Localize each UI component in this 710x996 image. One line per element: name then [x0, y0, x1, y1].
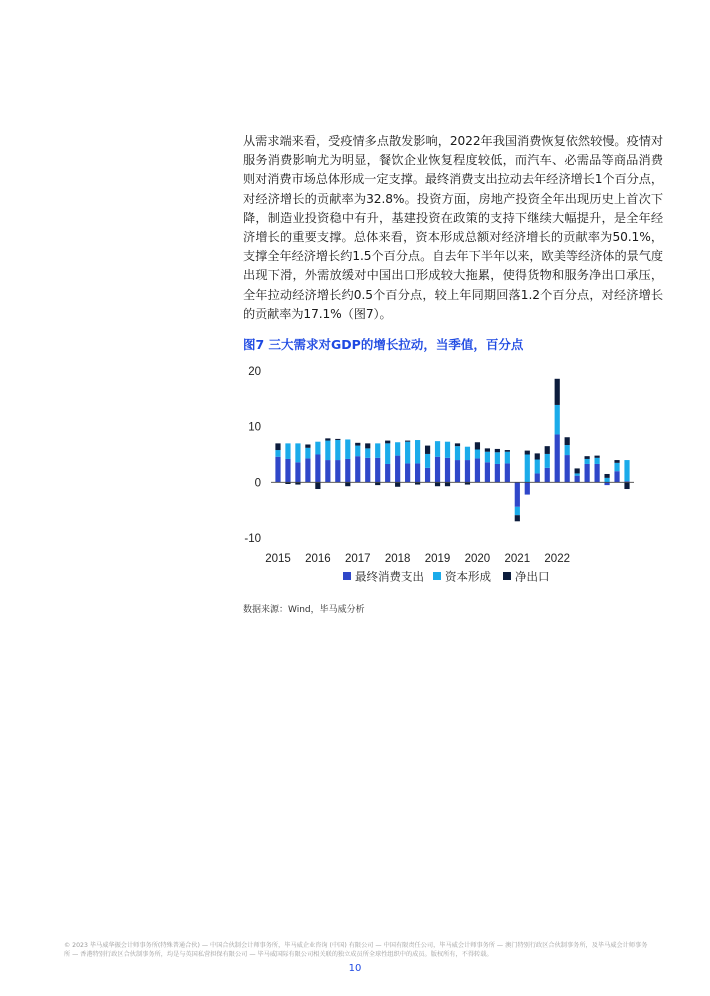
bar-segment-net_export: [595, 456, 600, 458]
bar-segment-net_export: [525, 451, 530, 455]
bar-segment-consumption: [535, 473, 540, 482]
bar-segment-net_export: [475, 442, 480, 449]
bar-segment-capital: [614, 463, 619, 471]
bar-segment-consumption: [315, 455, 320, 483]
bar-segment-net_export: [345, 482, 350, 486]
bar-segment-net_export: [445, 482, 450, 486]
bar-segment-consumption: [285, 459, 290, 482]
bar-segment-consumption: [375, 458, 380, 482]
y-axis: [244, 366, 261, 545]
page-number: 10: [348, 963, 362, 974]
bar-segment-capital: [445, 442, 450, 458]
bar-segment-net_export: [305, 444, 310, 447]
legend-swatch-capital: [433, 572, 441, 580]
bar-segment-capital: [335, 440, 340, 460]
bars-group: [275, 379, 629, 522]
bar-segment-net_export: [335, 439, 340, 440]
bar-segment-consumption: [415, 463, 420, 482]
bar-segment-net_export: [385, 441, 390, 444]
footer-copyright: © 2023 毕马威华振会计师事务所(特殊普通合伙) — 中国合伙制会计师事务所，毕马威企业咨询 (中国) 有限公司 — 中国有限责任公司，毕马威会计师事务所 — 澳门特别行政区合伙制事务所，及毕马威会计师事务所 — 香港特别行政区合伙制事务所，均是与英国私营担保有限公司 — 毕马威国际有限公司相关联的独立成员所全球性组织中的成员。版权所有，不得转载。: [64, 942, 648, 958]
bar-segment-net_export: [325, 438, 330, 440]
bar-segment-capital: [435, 441, 440, 457]
bar-segment-consumption: [545, 468, 550, 482]
y-tick-label: 0: [254, 477, 261, 490]
bar-segment-net_export: [435, 482, 440, 486]
bar-segment-consumption: [455, 460, 460, 482]
x-tick-label: 2015: [265, 553, 291, 565]
x-tick-label: 2019: [424, 553, 451, 565]
bar-segment-net_export: [365, 443, 370, 448]
bar-segment-net_export: [275, 443, 280, 450]
bar-segment-consumption: [565, 455, 570, 482]
bar-segment-net_export: [505, 450, 510, 452]
bar-segment-net_export: [455, 443, 460, 446]
y-tick-label: -10: [244, 533, 261, 545]
bar-segment-capital: [485, 452, 490, 463]
bar-segment-capital: [385, 443, 390, 464]
bar-segment-consumption: [525, 482, 530, 494]
bar-segment-consumption: [515, 482, 520, 506]
bar-segment-net_export: [315, 482, 320, 489]
bar-segment-capital: [325, 441, 330, 460]
legend-swatch-consumption: [343, 572, 351, 580]
bar-segment-net_export: [585, 456, 590, 459]
bar-segment-consumption: [305, 458, 310, 482]
bar-segment-net_export: [624, 482, 629, 489]
bar-segment-consumption: [475, 458, 480, 482]
bar-segment-net_export: [395, 482, 400, 486]
legend-label-consumption: 最终消费支出: [355, 569, 424, 584]
bar-segment-consumption: [495, 464, 500, 482]
bar-segment-consumption: [425, 468, 430, 482]
bar-segment-consumption: [345, 459, 350, 482]
bar-segment-consumption: [385, 464, 390, 482]
bar-segment-capital: [495, 452, 500, 464]
bar-segment-consumption: [395, 456, 400, 483]
stacked-bar-chart: [243, 355, 653, 590]
bar-segment-consumption: [295, 462, 300, 482]
x-tick-label: 2016: [305, 553, 331, 565]
bar-segment-capital: [515, 507, 520, 515]
legend-label-capital: 资本形成: [445, 569, 491, 584]
bar-segment-net_export: [575, 468, 580, 473]
bar-segment-capital: [575, 473, 580, 475]
bar-segment-net_export: [405, 441, 410, 442]
bar-segment-capital: [585, 459, 590, 464]
bar-segment-consumption: [555, 434, 560, 482]
legend-swatch-net_export: [503, 572, 511, 580]
bar-segment-consumption: [335, 460, 340, 482]
legend-label-net_export: 净出口: [515, 569, 550, 584]
y-tick-label: 10: [248, 421, 261, 434]
x-tick-label: 2021: [504, 553, 531, 565]
bar-segment-consumption: [445, 458, 450, 482]
bar-segment-capital: [405, 442, 410, 464]
bar-segment-net_export: [535, 453, 540, 459]
bar-segment-net_export: [485, 448, 490, 451]
bar-segment-capital: [425, 454, 430, 468]
bar-segment-capital: [525, 455, 530, 483]
x-axis: [265, 553, 570, 565]
bar-segment-consumption: [405, 463, 410, 482]
bar-segment-consumption: [585, 464, 590, 482]
bar-segment-net_export: [604, 474, 609, 478]
bar-segment-consumption: [604, 482, 609, 485]
figure-title: 图7 三大需求对GDP的增长拉动，当季值，百分点: [243, 337, 524, 352]
y-tick-label: 20: [248, 366, 261, 378]
bar-segment-capital: [555, 405, 560, 435]
bar-segment-consumption: [465, 460, 470, 482]
bar-segment-capital: [455, 446, 460, 460]
bar-segment-consumption: [614, 471, 619, 482]
bar-segment-net_export: [375, 482, 380, 485]
bar-segment-consumption: [575, 476, 580, 483]
bar-segment-net_export: [515, 515, 520, 521]
bar-segment-consumption: [325, 460, 330, 482]
bar-segment-net_export: [495, 449, 500, 452]
bar-segment-capital: [535, 460, 540, 474]
x-tick-label: 2018: [384, 553, 411, 565]
bar-segment-capital: [285, 443, 290, 459]
bar-segment-net_export: [555, 379, 560, 405]
bar-segment-consumption: [275, 457, 280, 483]
bar-segment-consumption: [435, 457, 440, 483]
bar-segment-capital: [545, 454, 550, 468]
bar-segment-capital: [604, 478, 609, 482]
bar-segment-capital: [345, 439, 350, 458]
bar-segment-capital: [305, 448, 310, 459]
body-paragraph: 从需求端来看，受疫情多点散发影响，2022年我国消费恢复依然较慢。疫情对服务消费影响尤为明显，餐饮企业恢复程度较低，而汽车、必需品等商品消费则对消费市场总体形成一定支撑。最终消费支出拉动去年经济增长1个百分点，对经济增长的贡献率为32.8%。投资方面，房地产投资全年出现历史上首次下降，制造业投资稳中有升，基建投资在政策的支持下继续大幅提升，是全年经济增长的重要支撑。总体来看，资本形成总额对经济增长的贡献率为50.1%，支撑全年经济增长约1.5个百分点。自去年下半年以来，欧美等经济体的景气度出现下滑，外需放缓对中国出口形成较大拖累，使得货物和服务净出口承压，全年拉动经济增长约0.5个百分点，较上年同期回落1.2个百分点，对经济增长的贡献率为17.1%（图7）。: [243, 134, 663, 321]
bar-segment-net_export: [614, 460, 619, 463]
bar-segment-capital: [315, 442, 320, 455]
bar-segment-consumption: [485, 462, 490, 482]
bar-segment-capital: [365, 448, 370, 457]
bar-segment-capital: [295, 443, 300, 462]
bar-segment-net_export: [565, 437, 570, 445]
bar-segment-consumption: [505, 463, 510, 482]
bar-segment-capital: [415, 440, 420, 463]
bar-segment-capital: [395, 442, 400, 455]
bar-segment-consumption: [365, 458, 370, 482]
bar-segment-capital: [475, 449, 480, 458]
x-tick-label: 2020: [464, 553, 491, 565]
x-tick-label: 2017: [344, 553, 371, 565]
bar-segment-net_export: [355, 443, 360, 446]
x-tick-label: 2022: [544, 553, 571, 565]
bar-segment-consumption: [355, 456, 360, 482]
bar-segment-capital: [275, 450, 280, 457]
bar-segment-capital: [465, 447, 470, 460]
bar-segment-capital: [595, 458, 600, 464]
bar-segment-consumption: [595, 464, 600, 482]
bar-segment-capital: [624, 460, 629, 481]
bar-segment-capital: [565, 445, 570, 455]
bar-segment-capital: [355, 446, 360, 457]
chart-legend: [343, 570, 550, 584]
data-source: 数据来源：Wind，毕马威分析: [243, 605, 365, 615]
bar-segment-net_export: [425, 446, 430, 454]
bar-segment-capital: [505, 452, 510, 464]
bar-segment-net_export: [545, 446, 550, 454]
bar-segment-capital: [375, 443, 380, 457]
